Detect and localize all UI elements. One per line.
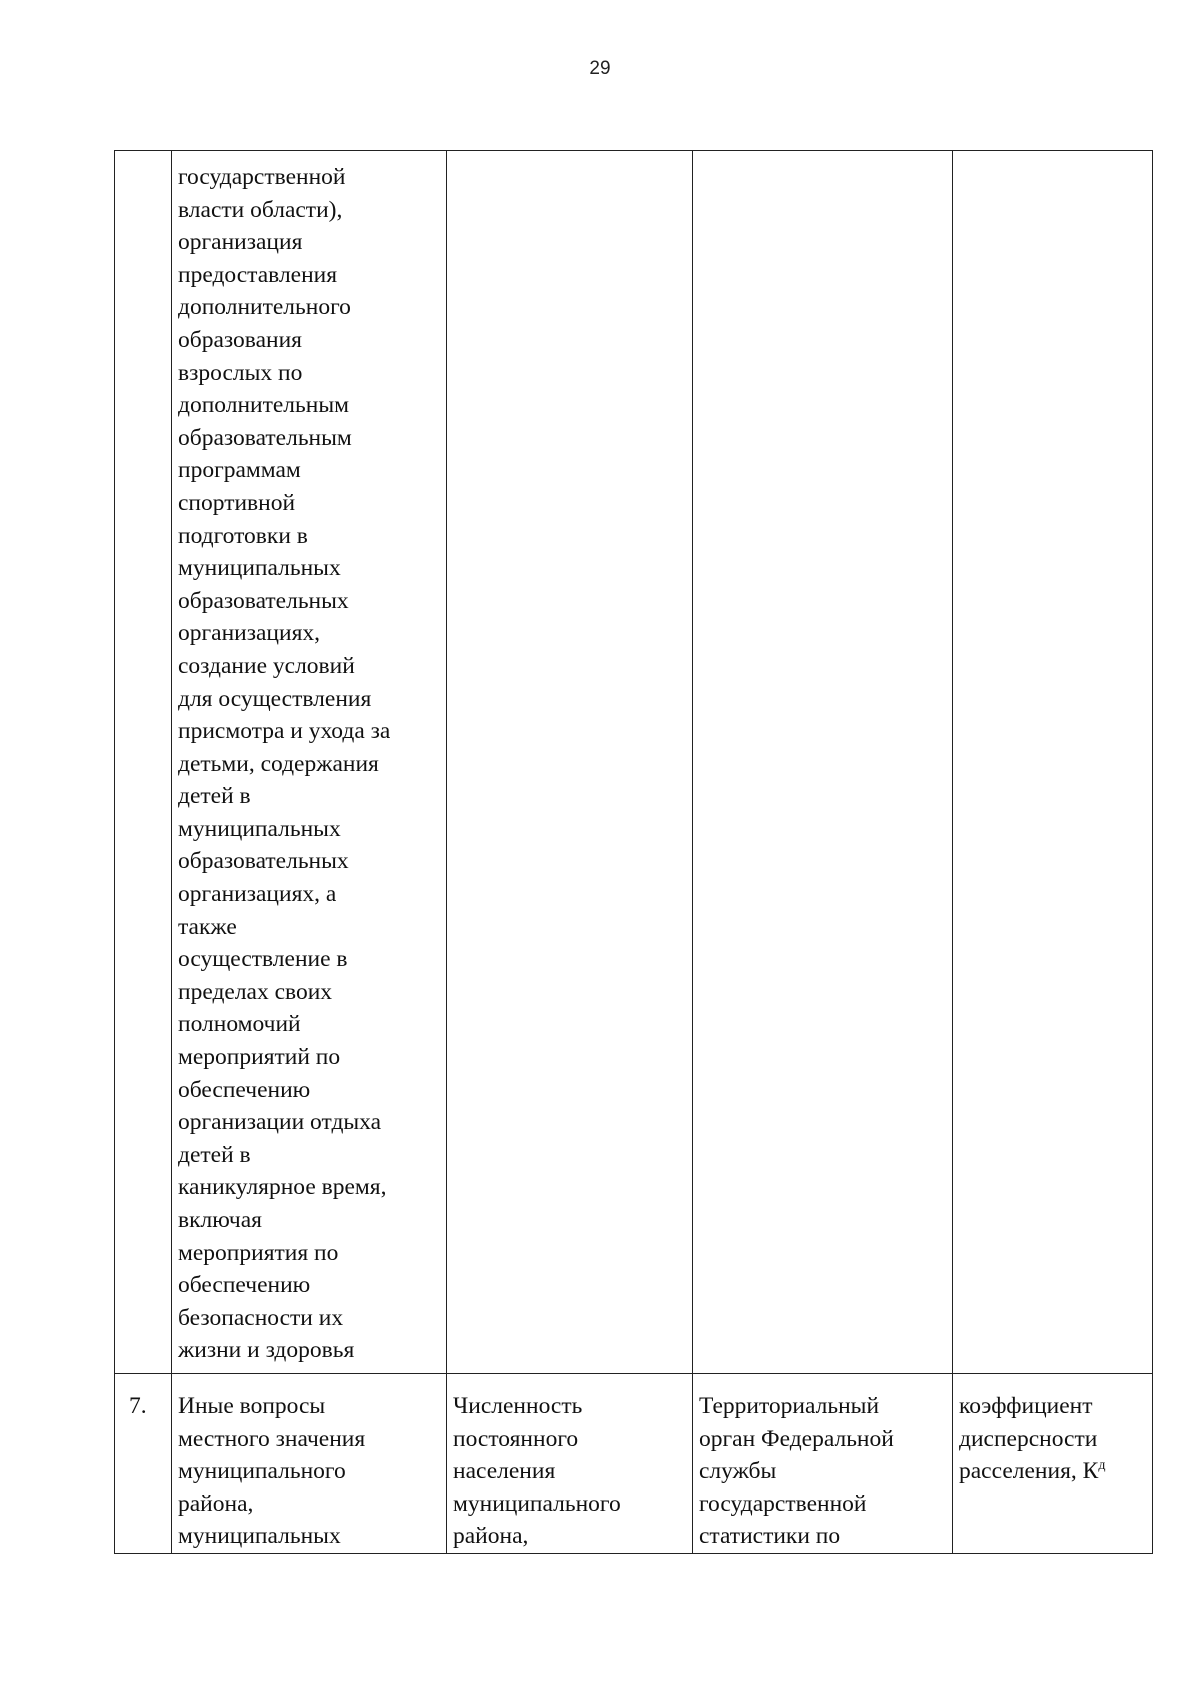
issue-text: государственной власти области), организация предоставления дополнительного образования взрослых по дополнительным образовательным программам спортивной подготовки в муниципальных образовательных организациях, создание условий для осуществления присмотра и ухода за детьми, содержания детей в муниципальных образовательных организациях, а также осуществление в пределах своих полномочий мероприятий по обеспечению организации отдыха детей в каникулярное время, включая мероприятия по обеспечению безопасности их жизни и здоровья [178, 164, 391, 1364]
source-text [693, 151, 952, 161]
source-text: Территориальный орган Федеральной службы государственной статистики по [699, 1393, 894, 1550]
row-number-cell [115, 151, 172, 1374]
table-row [115, 151, 1153, 1374]
issue-text: Иные вопросы местного значения муниципального района, муниципальных [178, 1393, 366, 1550]
issue-cell [172, 151, 447, 1374]
coefficient-cell [953, 151, 1153, 1374]
indicators-table [114, 150, 1153, 1554]
row-number-cell [115, 1374, 172, 1554]
row-number: 7. [129, 1393, 147, 1419]
table-row [115, 1374, 1153, 1554]
coefficient-superscript: д [1098, 1458, 1106, 1474]
coefficient-text [953, 1374, 1152, 1488]
coefficient-text [953, 151, 1152, 161]
indicator-cell [447, 1374, 693, 1554]
source-cell [693, 151, 953, 1374]
indicator-text: Численность постоянного населения муниципального района, [453, 1393, 621, 1550]
source-cell [693, 1374, 953, 1554]
indicator-cell [447, 151, 693, 1374]
row-number [115, 151, 171, 161]
issue-cell [172, 1374, 447, 1554]
coefficient-label: коэффициент дисперсности расселения, К [959, 1393, 1099, 1485]
indicator-text [447, 151, 692, 161]
coefficient-cell [953, 1374, 1153, 1554]
page-number: 29 [589, 58, 611, 79]
